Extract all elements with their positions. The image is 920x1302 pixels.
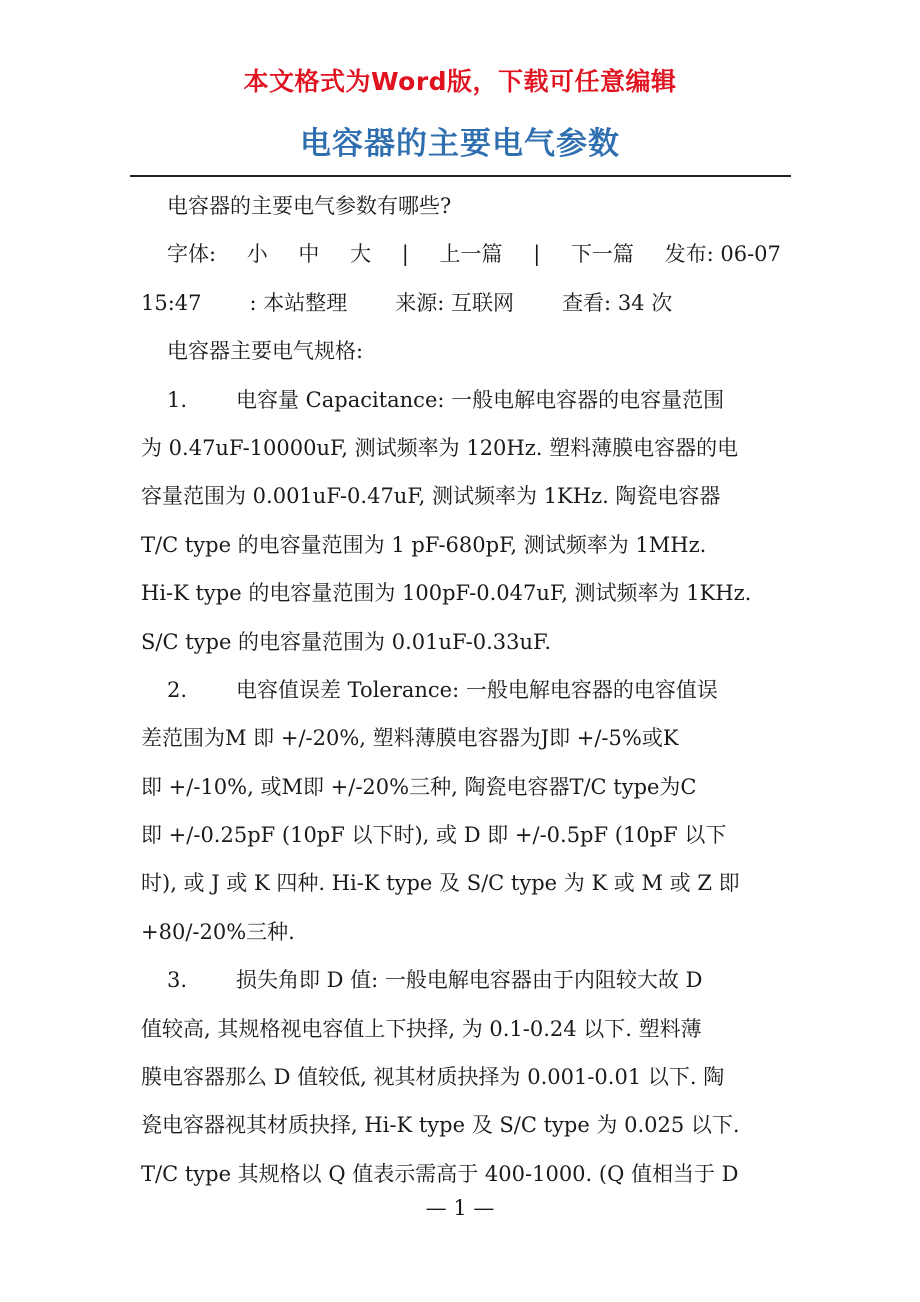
spec-heading: 电容器主要电气规格: [167,339,364,364]
list-item-line: 为 0.47uF-10000uF, 测试频率为 120Hz. 塑料薄膜电容器的电 [141,435,739,460]
meta-line-1 [141,230,781,278]
list-item-line: 膜电容器那么 D 值较低, 视其材质抉择为 0.001-0.01 以下. 陶 [141,1065,725,1090]
publish-date: 发布: 06-07 [664,242,781,267]
list-item-line: T/C type 其规格以 Q 值表示需高于 400-1000. (Q 值相当于 D [141,1161,739,1186]
meta-separator: | [401,242,409,267]
list-item-line: T/C type 的电容量范围为 1 pF-680pF, 测试频率为 1MHz. [141,532,707,557]
list-item-line: 3. 损失角即 D 值: 一般电解电容器由于内阻较大故 D [141,956,781,1004]
publish-time: 15:47 [141,290,202,315]
document-title: 电容器的主要电气参数 [300,126,620,162]
meta-line-2 [141,279,781,327]
list-item-line: 2. 电容值误差 Tolerance: 一般电解电容器的电容值误 [141,666,781,714]
font-size-label: 字体: [167,242,217,267]
list-item-number: 2. [167,677,188,702]
list-item-number: 1. [167,387,188,412]
list-item-line: 即 +/-10%, 或M即 +/-20%三种, 陶瓷电容器T/C type为C [141,774,697,799]
list-item-line: 即 +/-0.25pF (10pF 以下时), 或 D 即 +/-0.5pF (10pF 以下 [141,823,727,848]
view-count: 查看: 34 次 [562,290,673,315]
list-item-line: Hi-K type 的电容量范围为 100pF-0.047uF, 测试频率为 1KHz. [141,581,752,606]
title-divider [130,175,791,177]
format-banner: 本文格式为Word版，下载可任意编辑 [243,67,677,96]
list-item-line: +80/-20%三种. [141,919,295,944]
list-item-line: 时), 或 J 或 K 四种. Hi-K type 及 S/C type 为 K 或 M 或 Z 即 [141,871,740,896]
list-item-line: 1. 电容量 Capacitance: 一般电解电容器的电容量范围 [141,376,781,424]
list-item-line: 容量范围为 0.001uF-0.47uF, 测试频率为 1KHz. 陶瓷电容器 [141,484,721,509]
author-info: : 本站整理 [249,290,348,315]
prev-article-link[interactable]: 上一篇 [439,242,503,267]
list-item-line: 瓷电容器视其材质抉择, Hi-K type 及 S/C type 为 0.025 以下. [141,1113,740,1138]
document-body [141,182,781,1198]
source-info: 来源: 互联网 [395,290,515,315]
list-item-line: 值较高, 其规格视电容值上下抉择, 为 0.1-0.24 以下. 塑料薄 [141,1016,702,1041]
font-size-medium-link[interactable]: 中 [298,242,320,267]
meta-separator: | [533,242,541,267]
font-size-large-link[interactable]: 大 [350,242,372,267]
font-size-small-link[interactable]: 小 [246,242,268,267]
next-article-link[interactable]: 下一篇 [570,242,634,267]
list-item-number: 3. [167,968,188,993]
question-line: 电容器的主要电气参数有哪些? [167,194,452,218]
page-number: — 1 — [425,1196,495,1220]
list-item-line: S/C type 的电容量范围为 0.01uF-0.33uF. [141,629,551,654]
list-item-line: 差范围为M 即 +/-20%, 塑料薄膜电容器为J即 +/-5%或K [141,726,679,751]
